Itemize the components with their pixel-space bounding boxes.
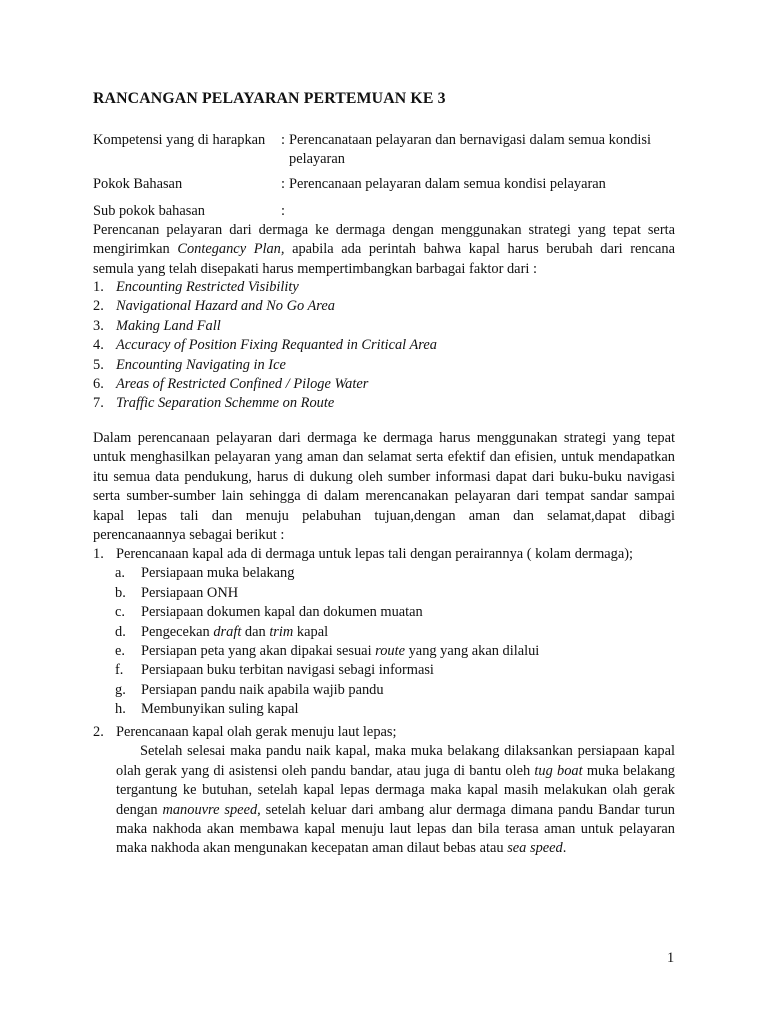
- intro-paragraph: [93, 221, 675, 279]
- page-title: RANCANGAN PELAYARAN PERTEMUAN KE 3: [93, 90, 446, 107]
- list-item: h. Membunyikan suling kapal: [115, 701, 299, 718]
- step-2-heading: 2. Perencanaan kapal olah gerak menuju laut lepas;: [93, 724, 397, 740]
- pokok-bahasan-label: Pokok Bahasan: [93, 176, 183, 192]
- intro-text-2: apabila ada perintah bahwa kapal harus berubah dari rencana semula yang telah disepakati harus mempertimbangkan barbagai faktor dari :: [93, 241, 675, 277]
- step-1-sublist: [93, 564, 675, 719]
- list-item: 7. Traffic Separation Schemme on Route: [93, 395, 335, 412]
- list-item: 1. Encounting Restricted Visibility: [93, 279, 299, 295]
- step-1: [93, 545, 675, 720]
- plan-paragraph: Dalam perencanaan pelayaran dari dermaga ke dermaga harus menggunakan strategi yang tepat untuk menghasilkan pelayaran yang aman dan selamat serta efektif dan efisien, untuk mendapatkan itu semua data pendukung, harus di dukung oleh sumber informasi dapat dari buku-buku navigasi serta sumber-sumber lain sehingga di dalam merencanakan pelayaran dari tempat sandar sampai kapal lepas tali dan menuju pelabuhan tujuan,dengan aman dan selamat,dapat dibagi perencanaannya sebagai berikut :: [93, 430, 675, 544]
- list-item: 2. Navigational Hazard and No Go Area: [93, 298, 335, 315]
- step-2: [93, 723, 675, 859]
- pokok-bahasan-colon: :: [281, 176, 285, 192]
- list-item: f. Persiapaan buku terbitan navigasi sebagi informasi: [115, 662, 434, 679]
- sub-pokok-colon: :: [281, 203, 285, 219]
- list-item: 3. Making Land Fall: [93, 317, 221, 334]
- kompetensi-colon: :: [281, 132, 285, 148]
- kompetensi-value: Perencanataan pelayaran dan bernavigasi dalam semua kondisi pelayaran: [289, 132, 652, 168]
- kompetensi-row: [93, 131, 675, 171]
- list-item: d. Pengecekan draft dan trim kapal: [115, 623, 329, 640]
- pokok-bahasan-value: Perencanaan pelayaran dalam semua kondisi pelayaran: [289, 176, 606, 192]
- list-item: 6. Areas of Restricted Confined / Piloge Water: [93, 376, 369, 393]
- list-item: e. Persiapan peta yang akan dipakai sesuai route yang yang akan dilalui: [115, 643, 540, 660]
- page-number: 1: [667, 950, 675, 966]
- list-item: 4. Accuracy of Position Fixing Requanted in Critical Area: [93, 337, 437, 354]
- list-item: c. Persiapaan dokumen kapal dan dokumen muatan: [115, 604, 423, 621]
- intro-emphasis: Contegancy Plan,: [177, 241, 285, 258]
- list-item: g. Persiapan pandu naik apabila wajib pandu: [115, 681, 384, 698]
- sub-pokok-row: [93, 202, 675, 222]
- kompetensi-label: Kompetensi yang di harapkan: [93, 132, 266, 148]
- list-item: 5. Encounting Navigating in Ice: [93, 356, 286, 373]
- sub-pokok-label: Sub pokok bahasan: [93, 203, 205, 219]
- step-1-heading: 1. Perencanaan kapal ada di dermaga untuk lepas tali dengan perairannya ( kolam dermaga);: [93, 546, 634, 562]
- step-2-paragraph: Setelah selesai maka pandu naik kapal, maka muka belakang dilaksankan persiapaan kapal olah gerak yang di asistensi oleh pandu bandar, atau juga di bantu oleh tug boat muka belakang tergantung ke butuhan, setelah kapal lepas dermaga maka kapal masih melakukan olah gerak dengan manouvre speed, setelah keluar dari ambang alur dermaga dimana pandu Bandar turun maka nakhoda akan membawa kapal menuju laut lepas dan bila terasa aman untuk pelayaran maka nakhoda akan mengunakan kecepatan aman dilaut bebas atau sea speed.: [116, 743, 675, 857]
- intro-text-1: Perencanan pelayaran dari dermaga ke dermaga dengan menggunakan strategi yang tepat serta mengirimkan: [93, 222, 675, 258]
- list-item: b. Persiapaan ONH: [115, 584, 239, 601]
- list-item: a. Persiapaan muka belakang: [115, 565, 295, 582]
- pokok-bahasan-row: [93, 175, 675, 195]
- factor-list: [93, 278, 675, 414]
